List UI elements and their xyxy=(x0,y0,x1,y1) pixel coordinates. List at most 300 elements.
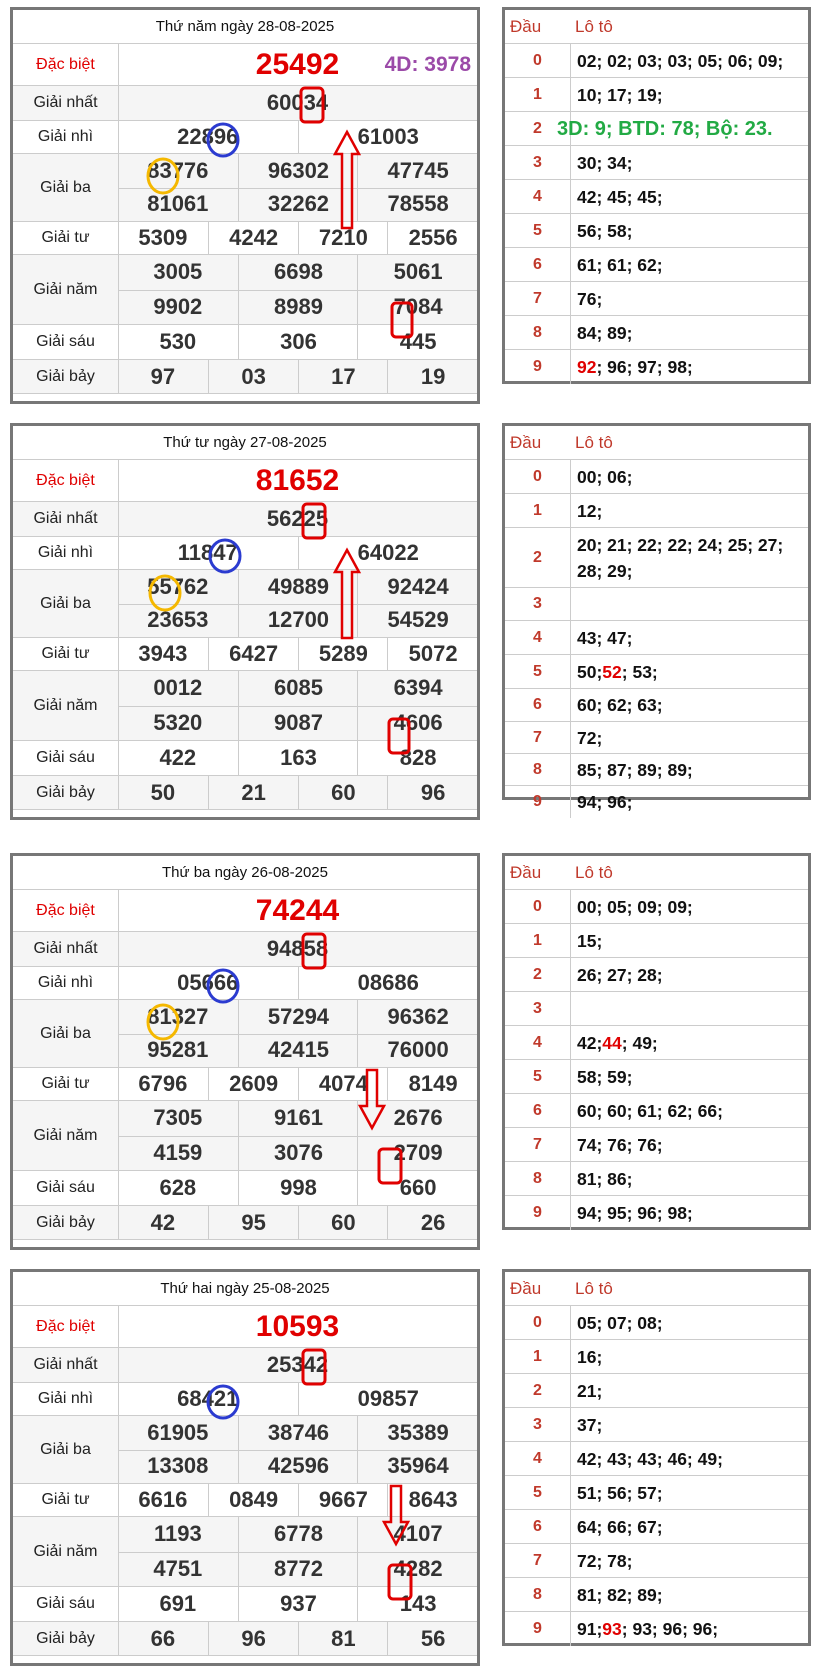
loto-tails: 42; 43; 43; 46; 49; xyxy=(577,1448,723,1469)
loto-row xyxy=(505,1510,808,1544)
loto-row xyxy=(505,786,808,818)
loto-tails: 05; 07; 08; xyxy=(577,1312,663,1333)
highlight-number: 52 xyxy=(602,661,622,682)
sixth-prize-value: 445 xyxy=(357,325,478,359)
loto-head: 6 xyxy=(505,1510,571,1543)
seventh-prize-value: 60 xyxy=(298,776,389,809)
third-prize-value: 61905 xyxy=(147,1419,209,1445)
third-prize-value: 35964 xyxy=(357,1450,478,1484)
loto-tails-pre: 50; xyxy=(577,661,603,682)
loto-row xyxy=(505,621,808,655)
second-prize-row xyxy=(13,1383,477,1416)
highlight-number: 44 xyxy=(602,1032,622,1053)
loto-head: 3 xyxy=(505,588,571,620)
loto-row xyxy=(505,992,808,1026)
loto-head: 2 xyxy=(505,1374,571,1407)
fifth-prize-value: 9161 xyxy=(238,1101,359,1136)
seventh-prize-label: Giải bảy xyxy=(13,776,119,809)
loto-head: 8 xyxy=(505,1162,571,1195)
sixth-prize-value: 422 xyxy=(159,745,197,770)
loto-head: 4 xyxy=(505,180,571,213)
loto-head: 5 xyxy=(505,655,571,688)
loto-row xyxy=(505,1060,808,1094)
first-prize-row xyxy=(13,86,477,121)
result-table xyxy=(10,1269,480,1666)
second-prize-value: 22896 xyxy=(177,124,239,149)
loto-row xyxy=(505,1306,808,1340)
loto-head: 6 xyxy=(505,689,571,721)
fifth-prize-value: 2709 xyxy=(357,1136,478,1171)
loto-tails: 15; xyxy=(577,930,603,951)
loto-head-label: Đầu xyxy=(510,433,542,452)
4d-note: 4D: 3978 xyxy=(384,52,471,76)
fifth-prize-value: 2676 xyxy=(357,1101,478,1136)
fifth-prize-value: 9902 xyxy=(153,293,203,319)
seventh-prize-value: 97 xyxy=(150,363,176,389)
loto-head: 2 xyxy=(505,958,571,991)
seventh-prize-value: 21 xyxy=(208,776,299,809)
special-row xyxy=(13,1306,477,1348)
second-prize-row xyxy=(13,537,477,570)
loto-row xyxy=(505,722,808,754)
loto-tails: 00; 05; 09; 09; xyxy=(577,896,693,917)
loto-tails: 76; xyxy=(577,288,603,309)
loto-tails xyxy=(577,992,804,1025)
loto-row xyxy=(505,890,808,924)
loto-tails: 30; 34; xyxy=(577,152,633,173)
first-prize-label: Giải nhất xyxy=(13,1348,119,1382)
fourth-prize-value: 3943 xyxy=(138,641,188,666)
seventh-prize-label: Giải bảy xyxy=(13,1622,119,1655)
loto-row xyxy=(505,1196,808,1230)
fourth-prize-value: 2609 xyxy=(208,1068,299,1100)
loto-head: 0 xyxy=(505,890,571,923)
second-prize-label: Giải nhì xyxy=(13,121,119,153)
third-prize-value: 47745 xyxy=(357,154,478,188)
loto-row xyxy=(505,316,808,350)
loto-head: 6 xyxy=(505,248,571,281)
loto-tails: 21; xyxy=(577,1380,603,1401)
second-prize-label: Giải nhì xyxy=(13,967,119,999)
loto-head: 5 xyxy=(505,1060,571,1093)
seventh-prize-row xyxy=(13,1622,477,1656)
third-prize-value: 96362 xyxy=(357,1000,478,1034)
fourth-prize-value: 6796 xyxy=(138,1071,188,1096)
second-prize-value: 05666 xyxy=(177,970,239,995)
second-prize-value: 64022 xyxy=(298,537,479,569)
first-prize-label: Giải nhất xyxy=(13,932,119,966)
loto-head: 9 xyxy=(505,350,571,384)
seventh-prize-value: 81 xyxy=(298,1622,389,1655)
sixth-prize-row xyxy=(13,1171,477,1206)
special-label: Đặc biệt xyxy=(13,44,119,85)
loto-tails xyxy=(577,1026,804,1059)
loto-row xyxy=(505,1026,808,1060)
seventh-prize-value: 66 xyxy=(150,1625,176,1651)
seventh-prize-value: 42 xyxy=(150,1209,176,1235)
loto-row xyxy=(505,282,808,316)
fifth-prize-row xyxy=(13,671,477,741)
loto-head: 4 xyxy=(505,1442,571,1475)
loto-tails: 60; 60; 61; 62; 66; xyxy=(577,1100,723,1121)
third-prize-value: 42415 xyxy=(238,1034,359,1068)
loto-tails: 81; 86; xyxy=(577,1168,633,1189)
second-prize-row xyxy=(13,967,477,1000)
fourth-prize-value: 5072 xyxy=(387,638,478,670)
sixth-prize-value: 937 xyxy=(238,1587,359,1621)
loto-head: 3 xyxy=(505,146,571,179)
seventh-prize-row xyxy=(13,776,477,810)
third-prize-label: Giải ba xyxy=(13,154,119,221)
fourth-prize-row xyxy=(13,1484,477,1517)
loto-row xyxy=(505,1340,808,1374)
first-prize-row xyxy=(13,502,477,537)
third-prize-value: 81327 xyxy=(147,1003,209,1029)
loto-tails: 61; 61; 62; xyxy=(577,254,663,275)
loto-row xyxy=(505,689,808,722)
loto-row xyxy=(505,1094,808,1128)
loto-head-label: Đầu xyxy=(510,863,542,882)
third-prize-row xyxy=(13,1416,477,1484)
loto-head: 0 xyxy=(505,44,571,77)
result-title: Thứ hai ngày 25-08-2025 xyxy=(13,1272,477,1306)
seventh-prize-value: 56 xyxy=(387,1622,478,1655)
loto-tails: 00; 06; xyxy=(577,466,633,487)
result-title: Thứ tư ngày 27-08-2025 xyxy=(13,426,477,460)
loto-head: 8 xyxy=(505,1578,571,1611)
loto-row xyxy=(505,1578,808,1612)
loto-tails xyxy=(557,112,804,145)
sixth-prize-label: Giải sáu xyxy=(13,325,119,359)
special-number: 25492 xyxy=(255,47,340,81)
loto-head: 0 xyxy=(505,1306,571,1339)
third-prize-value: 49889 xyxy=(238,570,359,604)
third-prize-label: Giải ba xyxy=(13,1416,119,1483)
loto-tails: 37; xyxy=(577,1414,603,1435)
special-row xyxy=(13,44,477,86)
loto-row xyxy=(505,1408,808,1442)
sixth-prize-value: 143 xyxy=(357,1587,478,1621)
loto-head: 3 xyxy=(505,992,571,1025)
sixth-prize-label: Giải sáu xyxy=(13,1171,119,1205)
fourth-prize-row xyxy=(13,222,477,255)
loto-tails-rest: ; 49; xyxy=(621,1032,658,1053)
fifth-prize-value: 0012 xyxy=(153,675,203,701)
loto-tail-label: Lô tô xyxy=(575,1279,613,1298)
third-prize-value: 54529 xyxy=(357,604,478,638)
seventh-prize-value: 26 xyxy=(387,1206,478,1239)
second-prize-value: 68421 xyxy=(177,1386,239,1411)
highlight-number: 92 xyxy=(577,357,597,377)
loto-row xyxy=(505,146,808,180)
special-label: Đặc biệt xyxy=(13,890,119,931)
fifth-prize-value: 5320 xyxy=(153,709,203,735)
loto-row xyxy=(505,1128,808,1162)
fifth-prize-value: 4159 xyxy=(153,1139,203,1165)
fifth-prize-value: 6778 xyxy=(238,1517,359,1552)
loto-head: 4 xyxy=(505,1026,571,1059)
loto-row xyxy=(505,112,808,146)
fifth-prize-value: 4107 xyxy=(357,1517,478,1552)
loto-head: 7 xyxy=(505,722,571,753)
fourth-prize-value: 4242 xyxy=(208,222,299,254)
result-title: Thứ năm ngày 28-08-2025 xyxy=(13,10,477,44)
third-prize-value: 42596 xyxy=(238,1450,359,1484)
third-prize-value: 35389 xyxy=(357,1416,478,1450)
fifth-prize-row xyxy=(13,255,477,325)
first-prize-value: 60034 xyxy=(266,90,329,115)
special-label: Đặc biệt xyxy=(13,460,119,501)
loto-tails: 74; 76; 76; xyxy=(577,1134,663,1155)
seventh-prize-value: 03 xyxy=(208,360,299,393)
loto-row xyxy=(505,1612,808,1646)
sixth-prize-value: 828 xyxy=(357,741,478,775)
third-prize-value: 32262 xyxy=(238,188,359,222)
sixth-prize-value: 530 xyxy=(159,329,197,354)
loto-row xyxy=(505,1374,808,1408)
second-prize-value: 09857 xyxy=(298,1383,479,1415)
second-prize-value: 61003 xyxy=(298,121,479,153)
loto-tails xyxy=(577,588,804,620)
seventh-prize-value: 96 xyxy=(208,1622,299,1655)
fourth-prize-label: Giải tư xyxy=(13,1484,119,1516)
second-prize-row xyxy=(13,121,477,154)
fifth-prize-label: Giải năm xyxy=(13,671,119,740)
seventh-prize-value: 96 xyxy=(387,776,478,809)
fourth-prize-label: Giải tư xyxy=(13,1068,119,1100)
loto-tails: 84; 89; xyxy=(577,322,633,343)
fifth-prize-value: 6085 xyxy=(238,671,359,706)
loto-row xyxy=(505,924,808,958)
fifth-prize-value: 8772 xyxy=(238,1552,359,1587)
seventh-prize-value: 17 xyxy=(298,360,389,393)
loto-tail-label: Lô tô xyxy=(575,863,613,882)
loto-tails-pre: 91; xyxy=(577,1619,603,1639)
result-table xyxy=(10,853,480,1250)
seventh-prize-row xyxy=(13,1206,477,1240)
loto-tails xyxy=(577,350,804,384)
prediction-note: 3D: 9; BTD: 78; Bộ: 23. xyxy=(557,117,773,140)
third-prize-value: 57294 xyxy=(238,1000,359,1034)
fourth-prize-label: Giải tư xyxy=(13,222,119,254)
fifth-prize-label: Giải năm xyxy=(13,1101,119,1170)
third-prize-value: 92424 xyxy=(357,570,478,604)
loto-head: 1 xyxy=(505,494,571,527)
loto-head: 3 xyxy=(505,1408,571,1441)
highlight-number: 93 xyxy=(602,1619,622,1639)
sixth-prize-value: 628 xyxy=(159,1175,197,1200)
fourth-prize-value: 5289 xyxy=(298,638,389,670)
loto-table xyxy=(502,423,811,812)
third-prize-value: 81061 xyxy=(147,191,209,217)
seventh-prize-value: 60 xyxy=(298,1206,389,1239)
loto-head: 1 xyxy=(505,1340,571,1373)
loto-tails: 81; 82; 89; xyxy=(577,1584,663,1605)
loto-tails: 60; 62; 63; xyxy=(577,695,663,715)
special-number: 10593 xyxy=(255,1309,340,1343)
loto-tails: 94; 95; 96; 98; xyxy=(577,1203,693,1223)
first-prize-value: 94858 xyxy=(266,936,329,961)
loto-head: 1 xyxy=(505,78,571,111)
loto-row xyxy=(505,1442,808,1476)
fifth-prize-value: 3076 xyxy=(238,1136,359,1171)
fourth-prize-value: 6616 xyxy=(138,1487,188,1512)
loto-tails: 51; 56; 57; xyxy=(577,1482,663,1503)
special-number: 74244 xyxy=(255,893,340,927)
loto-head: 8 xyxy=(505,754,571,785)
third-prize-value: 83776 xyxy=(147,157,209,183)
loto-head: 5 xyxy=(505,214,571,247)
third-prize-value: 95281 xyxy=(147,1037,209,1063)
fourth-prize-value: 6427 xyxy=(208,638,299,670)
fifth-prize-value: 6698 xyxy=(238,255,359,290)
first-prize-value: 56225 xyxy=(266,506,329,531)
loto-head: 9 xyxy=(505,1612,571,1646)
loto-head: 4 xyxy=(505,621,571,654)
loto-row xyxy=(505,78,808,112)
loto-row xyxy=(505,460,808,494)
loto-head: 2 xyxy=(505,112,571,145)
third-prize-row xyxy=(13,154,477,222)
seventh-prize-label: Giải bảy xyxy=(13,1206,119,1239)
loto-tails: 72; xyxy=(577,727,603,748)
second-prize-value: 08686 xyxy=(298,967,479,999)
seventh-prize-value: 19 xyxy=(387,360,478,393)
loto-tails xyxy=(577,655,804,688)
fourth-prize-value: 5309 xyxy=(138,225,188,250)
fourth-prize-value: 2556 xyxy=(387,222,478,254)
second-prize-label: Giải nhì xyxy=(13,537,119,569)
loto-head: 5 xyxy=(505,1476,571,1509)
day-block-4 xyxy=(0,1269,820,1669)
fourth-prize-value: 8149 xyxy=(387,1068,478,1100)
loto-head: 0 xyxy=(505,460,571,493)
loto-tails-pre: 42; xyxy=(577,1032,603,1053)
result-title: Thứ ba ngày 26-08-2025 xyxy=(13,856,477,890)
loto-tails-rest: ; 96; 97; 98; xyxy=(596,357,693,377)
loto-tails: 94; 96; xyxy=(577,792,633,812)
sixth-prize-value: 660 xyxy=(357,1171,478,1205)
loto-tails: 72; 78; xyxy=(577,1550,633,1571)
first-prize-row xyxy=(13,932,477,967)
third-prize-label: Giải ba xyxy=(13,1000,119,1067)
loto-row xyxy=(505,655,808,689)
loto-row xyxy=(505,214,808,248)
loto-tails: 12; xyxy=(577,500,603,521)
sixth-prize-row xyxy=(13,1587,477,1622)
fifth-prize-label: Giải năm xyxy=(13,255,119,324)
special-row xyxy=(13,460,477,502)
fourth-prize-value: 4074 xyxy=(298,1068,389,1100)
third-prize-value: 55762 xyxy=(147,573,209,599)
loto-head: 9 xyxy=(505,1196,571,1230)
fifth-prize-value: 4606 xyxy=(357,706,478,741)
loto-head-label: Đầu xyxy=(510,1279,542,1298)
loto-head: 9 xyxy=(505,786,571,818)
fifth-prize-value: 7305 xyxy=(153,1105,203,1131)
loto-row xyxy=(505,248,808,282)
fifth-prize-value: 3005 xyxy=(153,259,203,285)
second-prize-label: Giải nhì xyxy=(13,1383,119,1415)
loto-row xyxy=(505,754,808,786)
fifth-prize-value: 8989 xyxy=(238,290,359,325)
fifth-prize-value: 7084 xyxy=(357,290,478,325)
third-prize-value: 38746 xyxy=(238,1416,359,1450)
sixth-prize-label: Giải sáu xyxy=(13,741,119,775)
loto-row xyxy=(505,1162,808,1196)
third-prize-value: 96302 xyxy=(238,154,359,188)
loto-head: 7 xyxy=(505,282,571,315)
fifth-prize-value: 1193 xyxy=(153,1521,202,1547)
first-prize-label: Giải nhất xyxy=(13,502,119,536)
loto-tails-rest: ; 53; xyxy=(621,661,658,682)
fourth-prize-value: 0849 xyxy=(208,1484,299,1516)
fourth-prize-label: Giải tư xyxy=(13,638,119,670)
result-table xyxy=(10,423,480,820)
second-prize-value: 11847 xyxy=(177,540,238,565)
fifth-prize-value: 4751 xyxy=(153,1555,203,1581)
fourth-prize-row xyxy=(13,638,477,671)
fourth-prize-value: 7210 xyxy=(298,222,389,254)
loto-head: 7 xyxy=(505,1128,571,1161)
loto-tails: 42; 45; 45; xyxy=(577,186,663,207)
third-prize-value: 13308 xyxy=(147,1453,209,1479)
loto-row xyxy=(505,494,808,528)
fourth-prize-value: 8643 xyxy=(387,1484,478,1516)
seventh-prize-value: 50 xyxy=(150,779,176,805)
loto-row xyxy=(505,1544,808,1578)
fifth-prize-value: 6394 xyxy=(357,671,478,706)
third-prize-value: 12700 xyxy=(238,604,359,638)
loto-tails xyxy=(577,1612,804,1646)
loto-row xyxy=(505,958,808,992)
loto-tails: 26; 27; 28; xyxy=(577,964,663,985)
third-prize-row xyxy=(13,570,477,638)
third-prize-label: Giải ba xyxy=(13,570,119,637)
loto-row xyxy=(505,1476,808,1510)
seventh-prize-value: 95 xyxy=(208,1206,299,1239)
loto-table xyxy=(502,7,811,384)
result-table xyxy=(10,7,480,404)
third-prize-value: 23653 xyxy=(147,607,209,633)
loto-head: 8 xyxy=(505,316,571,349)
fifth-prize-value: 9087 xyxy=(238,706,359,741)
third-prize-value: 76000 xyxy=(357,1034,478,1068)
loto-tails: 85; 87; 89; 89; xyxy=(577,759,693,780)
sixth-prize-row xyxy=(13,325,477,360)
sixth-prize-value: 163 xyxy=(238,741,359,775)
loto-tails-rest: ; 93; 96; 96; xyxy=(621,1619,719,1639)
loto-tails: 64; 66; 67; xyxy=(577,1516,663,1537)
special-number: 81652 xyxy=(255,463,340,497)
loto-head: 2 xyxy=(505,528,571,587)
sixth-prize-value: 691 xyxy=(159,1591,197,1616)
loto-table xyxy=(502,1269,811,1646)
fifth-prize-label: Giải năm xyxy=(13,1517,119,1586)
first-prize-label: Giải nhất xyxy=(13,86,119,120)
fifth-prize-row xyxy=(13,1101,477,1171)
loto-tail-label: Lô tô xyxy=(575,17,613,36)
first-prize-value: 25342 xyxy=(266,1352,329,1377)
loto-tails: 16; xyxy=(577,1346,603,1367)
loto-tails: 10; 17; 19; xyxy=(577,84,663,105)
loto-tails: 43; 47; xyxy=(577,627,633,648)
seventh-prize-row xyxy=(13,360,477,394)
day-block-2 xyxy=(0,423,820,823)
special-row xyxy=(13,890,477,932)
loto-row xyxy=(505,350,808,384)
loto-tails: 56; 58; xyxy=(577,220,633,241)
